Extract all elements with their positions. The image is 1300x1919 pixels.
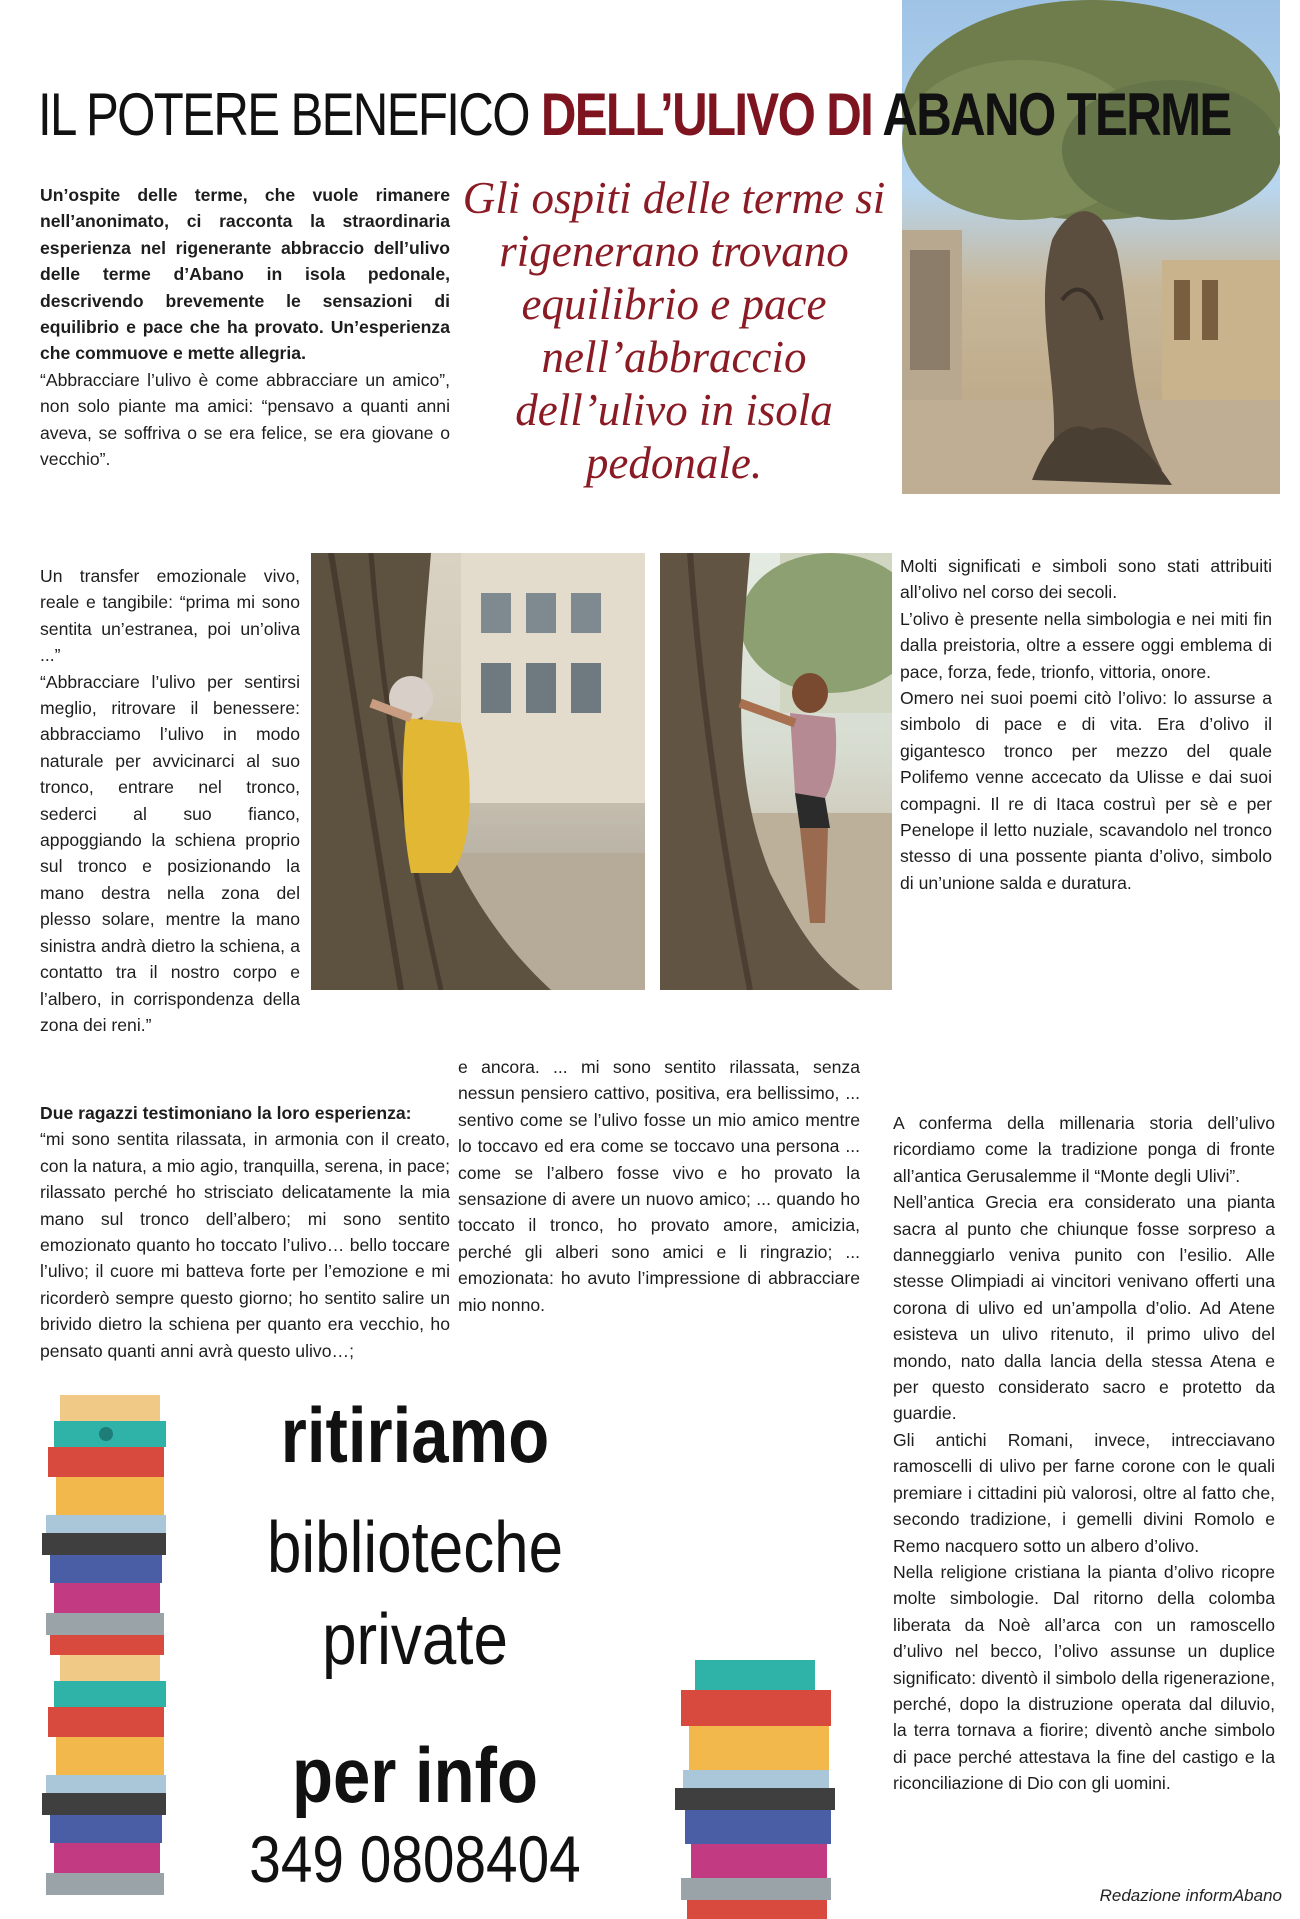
right-column-upper [900,553,1272,896]
ad-line-private: private [322,1600,508,1680]
ad-info-label: per info [292,1731,538,1819]
pull-quote: Gli ospiti delle terme si rigenerano trovano equilibrio e pace nell’abbraccio dell’ulivo in isola pedonale. [462,173,886,488]
book-stack-icon-right [665,1660,845,1919]
right-paragraph-6: Gli antichi Romani, invece, intrecciavano ramoscelli di ulivo per farne corone con le quali premiare i cittadini più valorosi, oltre al fatto che, secondo tradizione, i gemelli divini Romolo e Remo nacquero sotto un albero d’olivo. [893,1429,1275,1556]
testimony-heading: Due ragazzi testimoniano la loro esperienza: [40,1103,412,1123]
right-paragraph-5: Nell’antica Grecia era considerato una pianta sacra al punto che chiunque fosse sorpreso a danneggiarlo veniva punito con l’esilio. Alle stesse Olimpiadi ai vincitori venivano offerti una corona di ulivo ed un’ampolla d’olio. Ad Atene esisteva un ulivo ritenuto, il primo ulivo del mondo, nato dalla lancia della stessa Atena e per questo considerato sacro e protetto da guardie. [893,1192,1275,1424]
right-paragraph-7: Nella religione cristiana la pianta d’olivo ricopre molte simbologie. Dal ritorno della colomba liberata da Noè all’arca con un ramoscello d’ulivo nel becco, l’olivo assunse un duplice significato: diventò il simbolo della rigenerazione, perché, dopo la distruzione operata dal diluvio, la terra tornava a fiorire; diventò anche simbolo di pace perché attestava la fine del castigo e la riconciliazione di Dio con gli uomini. [893,1561,1275,1794]
testimony-continued-text: e ancora. ... mi sono sentito rilassata, senza nessun pensiero cattivo, positiva, era bellissimo, ... sentivo come se l’ulivo fosse un mio amico mentre lo toccavo ed era come se toccavo una persona ... come se l’albero fosse vivo e ho provato la sensazione di avere un nuovo amico; ... quando ho toccato il tronco, ho provato amore, amicizia, perché gli alberi sono amici e li ringrazio; ... emozionata: ho avuto l’impressione di abbracciare mio nonno. [458,1057,860,1315]
ad-headline: ritiriamo [280,1391,550,1479]
editorial-signature: Redazione informAbano [1099,1886,1282,1905]
intro-paragraph: “Abbracciare l’ulivo è come abbracciare un amico”, non solo piante ma amici: “pensavo a quanti anni aveva, se soffriva o se era felice, se era giovane o vecchio”. [40,369,450,470]
testimony-column [40,1100,450,1364]
testimony-text: “mi sono sentita rilassata, in armonia con il creato, con la natura, a mio agio, tranquilla, serena, in pace; rilassato perché ho strisciato delicatamente la mia mano sul tronco dell’albero; mi sono sentito emozionato quanto ho toccato l’ulivo… bello toccare l’ulivo; il cuore mi batteva forte per l’emozione e mi ricorderò sempre questo giorno; ho sentito salire un brivido dietro la schiena per quanto era vecchio, ho pensato quanti anni avrà questo ulivo…; [40,1129,450,1361]
right-paragraph-4: A conferma della millenaria storia dell’ulivo ricordiamo come la tradizione ponga di fronte all’antica Gerusalemme il “Monte degli Ulivi”. [893,1113,1275,1186]
title-part-3: ABANO TERME [882,81,1231,148]
article-title [38,80,1231,150]
intro-text [40,182,450,472]
left-paragraph-1: Un transfer emozionale vivo, reale e tangibile: “prima mi sono sentita un’estranea, poi un’oliva ...” [40,566,300,666]
right-column-lower [893,1110,1275,1797]
left-column [40,563,300,1038]
book-stack-icon [36,1395,176,1915]
ad-line-biblioteche: biblioteche [266,1508,564,1588]
title-part-2: DELL’ULIVO DI [540,81,873,148]
tree-hug-photo-2 [660,553,892,990]
tree-hug-photo-1 [311,553,645,990]
ad-phone-number[interactable]: 349 0808404 [249,1822,581,1896]
left-paragraph-2: “Abbracciare l’ulivo per sentirsi meglio, ritrovare il benessere: abbracciamo l’ulivo in modo naturale per avvicinarci al suo tronco, entrare nel tronco, sederci al suo fianco, appoggiando la schiena proprio sul tronco e posizionando la mano destra nella zona del plesso solare, mentre la mano sinistra andrà dietro la schiena, a contatto tra il nostro corpo e l’albero, in corrispondenza della zona dei reni.” [40,671,300,1035]
testimony-continued [458,1054,860,1318]
title-part-1: IL POTERE BENEFICO [38,81,529,148]
right-paragraph-3: Omero nei suoi poemi citò l’olivo: lo assurse a simbolo di pace e di vita. Era d’olivo il gigantesco tronco per mezzo del quale Polifemo venne accecato da Ulisse e dai suoi compagni. Il re di Itaca costruì per sè e per Penelope il letto nuziale, scavandolo nel tronco stesso di una possente pianta d’olivo, simbolo di un’unione salda e duratura. [900,688,1272,893]
intro-lead: Un’ospite delle terme, che vuole rimanere nell’anonimato, ci racconta la straordinaria esperienza nel rigenerante abbraccio dell’ulivo delle terme d’Abano in isola pedonale, descrivendo brevemente le sensazioni di equilibrio e pace che ha provato. Un’esperienza che commuove e mette allegria. [40,185,450,364]
olive-tree-photo [902,0,1280,494]
right-paragraph-2: L’olivo è presente nella simbologia e nei miti fin dalla preistoria, oltre a essere oggi emblema di pace, forza, fede, trionfo, vittoria, onore. [900,608,1272,682]
right-paragraph-1: Molti significati e simboli sono stati attribuiti all’olivo nel corso dei secoli. [900,556,1272,603]
